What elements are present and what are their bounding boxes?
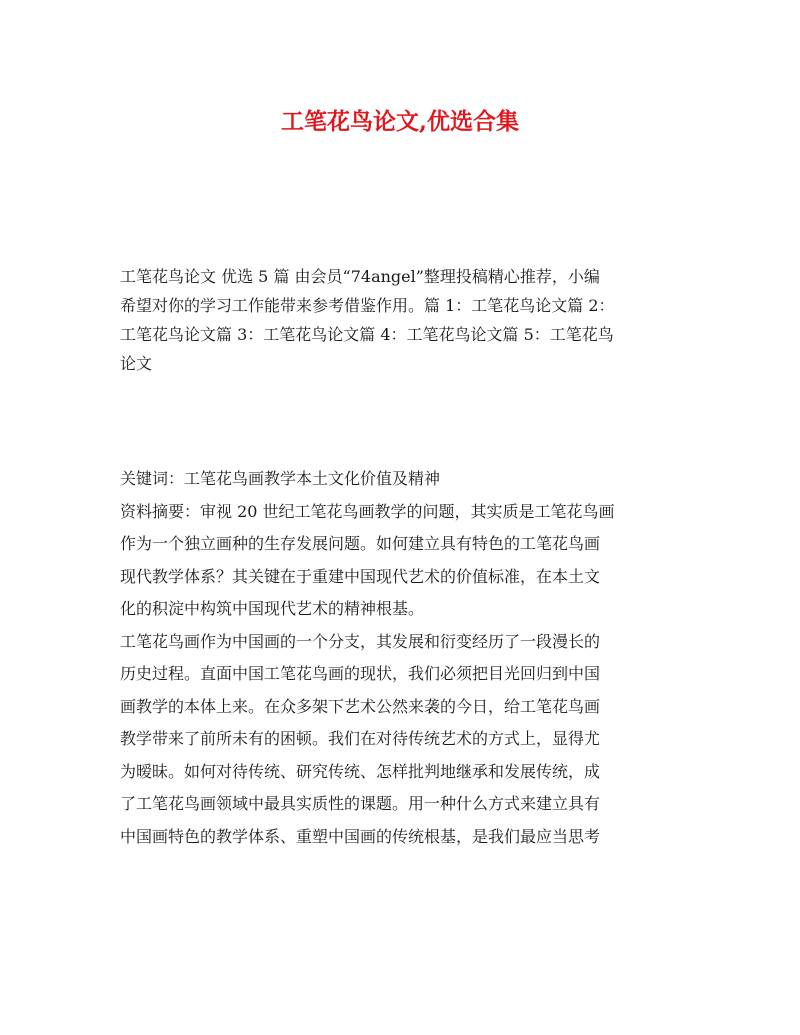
intro-line: 论文 — [120, 354, 153, 373]
body-line: 历史过程。直面中国工笔花鸟画的现状，我们必须把目光回归到中国 — [120, 664, 601, 683]
intro-line: 工笔花鸟论文 优选 5 篇 由会员“74angel”整理投稿精心推荐，小编 — [120, 267, 600, 286]
intro-line: 希望对你的学习工作能带来参考借鉴作用。篇 1：工笔花鸟论文篇 2： — [120, 296, 615, 315]
body-line: 中国画特色的教学体系、重塑中国画的传统根基，是我们最应当思考 — [120, 826, 601, 846]
abstract-line: 资料摘要：审视 20 世纪工笔花鸟画教学的问题，其实质是工笔花鸟画 — [120, 501, 615, 521]
body-line: 了工笔花鸟画领域中最具实质性的课题。用一种什么方式来建立具有 — [120, 794, 601, 813]
body-line: 为暧昧。如何对待传统、研究传统、怎样批判地继承和发展传统，成 — [120, 761, 601, 781]
intro-line: 工笔花鸟论文篇 3：工笔花鸟论文篇 4：工笔花鸟论文篇 5：工笔花鸟 — [120, 325, 614, 344]
keywords-line: 关键词：工笔花鸟画教学本土文化价值及精神 — [120, 469, 441, 488]
body-line: 教学带来了前所未有的困顿。我们在对待传统艺术的方式上，显得尤 — [120, 729, 601, 748]
abstract-line: 作为一个独立画种的生存发展问题。如何建立具有特色的工笔花鸟画 — [120, 534, 601, 553]
abstract-line: 现代教学体系？其关键在于重建中国现代艺术的价值标准，在本土文 — [120, 566, 601, 586]
article-body — [120, 463, 680, 853]
abstract-line: 化的积淀中构筑中国现代艺术的精神根基。 — [120, 599, 425, 618]
intro-paragraph — [120, 262, 680, 378]
document-title: 工笔花鸟论文,优选合集 — [280, 108, 519, 135]
body-line: 工笔花鸟画作为中国画的一个分支，其发展和衍变经历了一段漫长的 — [120, 631, 601, 651]
body-line: 画教学的本体上来。在众多架下艺术公然来袭的今日，给工笔花鸟画 — [120, 696, 601, 716]
